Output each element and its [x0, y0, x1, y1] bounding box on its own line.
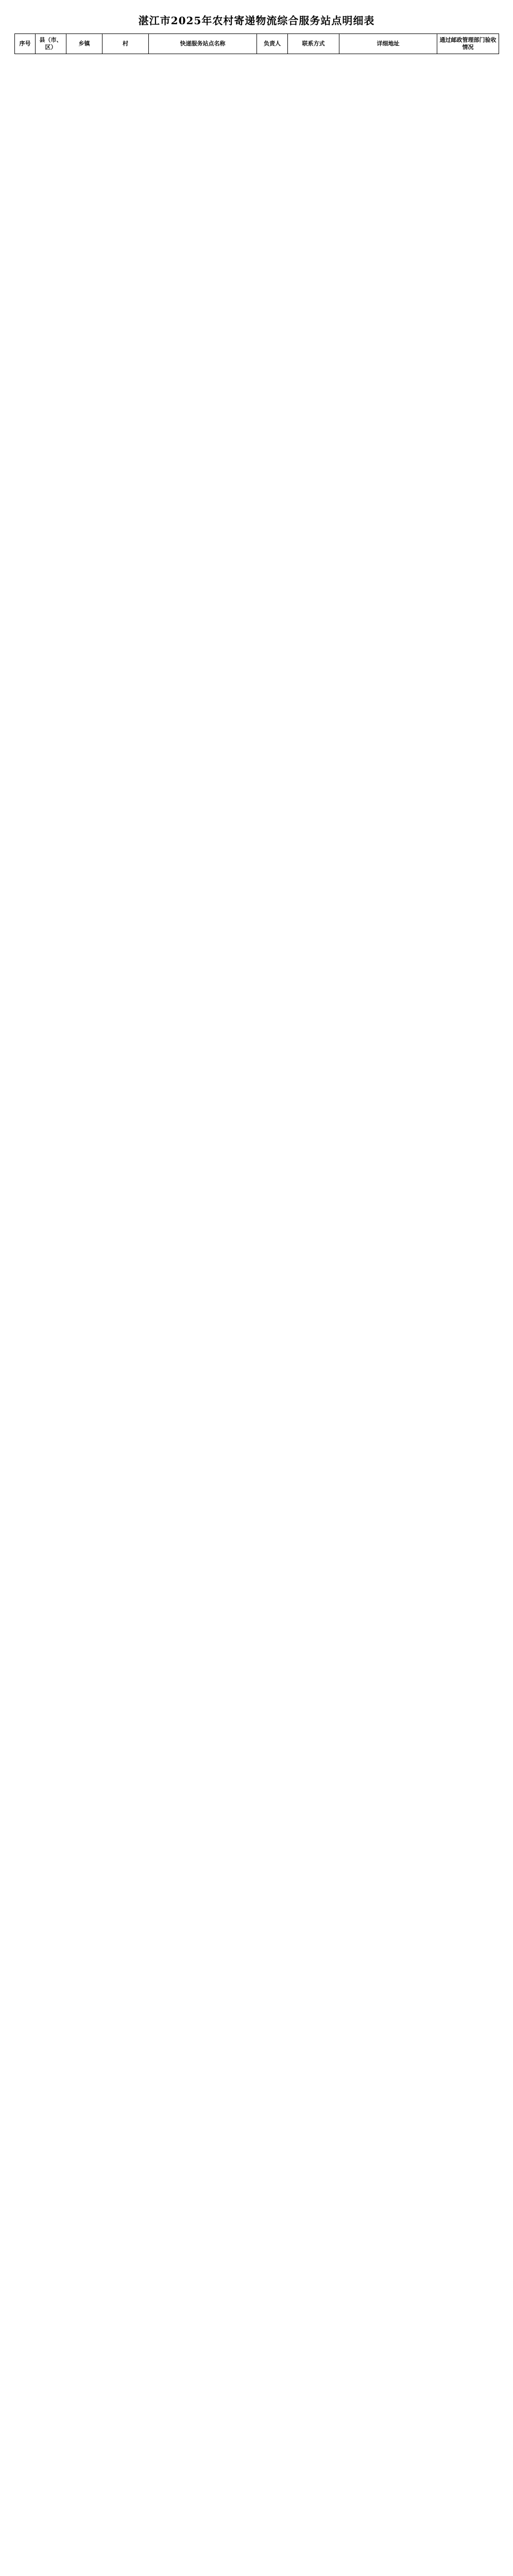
header-cell: 县（市、区） — [36, 34, 66, 54]
header-cell: 联系方式 — [288, 34, 339, 54]
site-table — [14, 33, 499, 54]
table-header-row — [15, 34, 499, 54]
header-cell: 乡镇 — [66, 34, 102, 54]
header-cell: 负责人 — [257, 34, 288, 54]
header-cell: 快递服务站点名称 — [149, 34, 257, 54]
header-cell: 序号 — [15, 34, 36, 54]
header-cell: 详细地址 — [339, 34, 437, 54]
header-cell: 通过邮政管理部门验收情况 — [437, 34, 499, 54]
header-cell: 村 — [102, 34, 149, 54]
document-title: 湛江市2025年农村寄递物流综合服务站点明细表 — [138, 14, 375, 27]
